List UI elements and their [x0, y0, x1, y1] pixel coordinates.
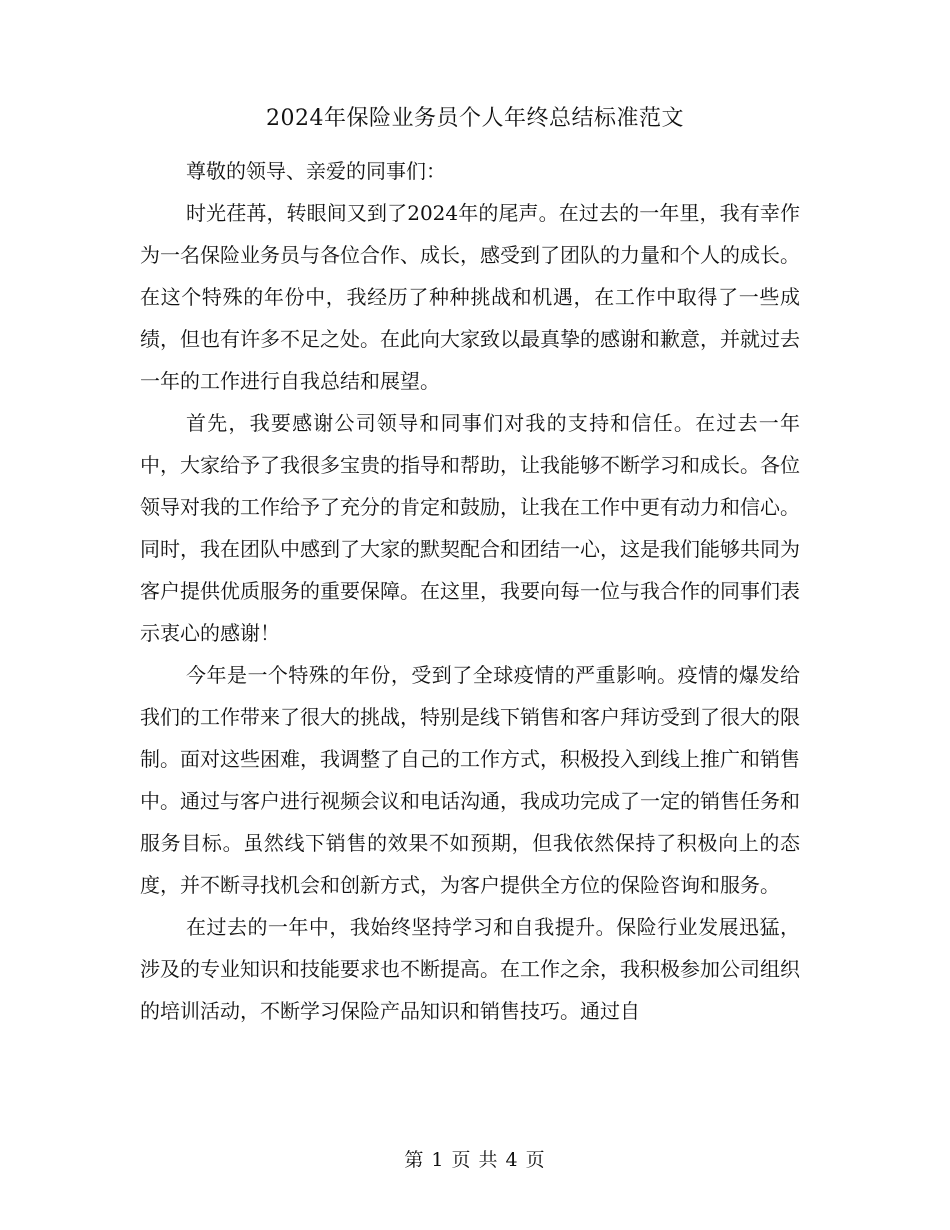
paragraph: 时光荏苒，转眼间又到了2024年的尾声。在过去的一年里，我有幸作为一名保险业务员与各位合作、成长，感受到了团队的力量和个人的成长。在这个特殊的年份中，我经历了种种挑战和机遇，在工作中取得了一些成绩，但也有许多不足之处。在此向大家致以最真挚的感谢和歉意，并就过去一年的工作进行自我总结和展望。: [140, 201, 800, 393]
salutation: 尊敬的领导、亲爱的同事们：: [186, 159, 446, 183]
document-body: [140, 150, 800, 1032]
paragraph: 在过去的一年中，我始终坚持学习和自我提升。保险行业发展迅猛，涉及的专业知识和技能要求也不断提高。在工作之余，我积极参加公司组织的培训活动，不断学习保险产品知识和销售技巧。通过自: [140, 915, 800, 1023]
page-number: 第 1 页 共 4 页: [404, 1149, 546, 1171]
document-title: 2024年保险业务员个人年终总结标准范文: [266, 106, 684, 131]
paragraph: 今年是一个特殊的年份，受到了全球疫情的严重影响。疫情的爆发给我们的工作带来了很大的挑战，特别是线下销售和客户拜访受到了很大的限制。面对这些困难，我调整了自己的工作方式，积极投入到线上推广和销售中。通过与客户进行视频会议和电话沟通，我成功完成了一定的销售任务和服务目标。虽然线下销售的效果不如预期，但我依然保持了积极向上的态度，并不断寻找机会和创新方式，为客户提供全方位的保险咨询和服务。: [140, 663, 800, 897]
paragraph: 首先，我要感谢公司领导和同事们对我的支持和信任。在过去一年中，大家给予了我很多宝贵的指导和帮助，让我能够不断学习和成长。各位领导对我的工作给予了充分的肯定和鼓励，让我在工作中更有动力和信心。同时，我在团队中感到了大家的默契配合和团结一心，这是我们能够共同为客户提供优质服务的重要保障。在这里，我要向每一位与我合作的同事们表示衷心的感谢！: [140, 411, 800, 645]
